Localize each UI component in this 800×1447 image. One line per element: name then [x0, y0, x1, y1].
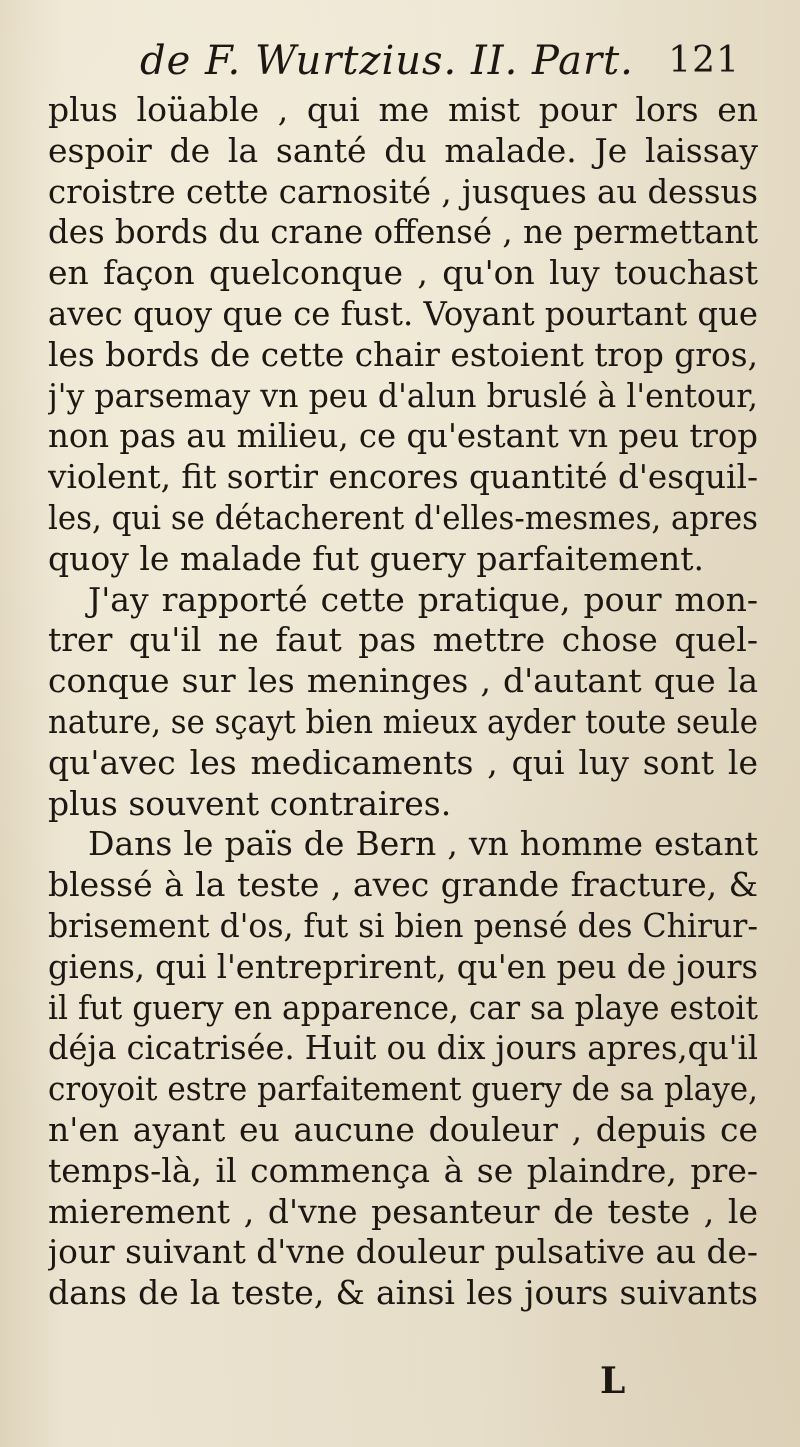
text-line: déja cicatrisée. Huit ou dix jours apres,qu'il [48, 1028, 758, 1068]
text-line: dans de la teste, & ainsi les jours suivants [48, 1273, 758, 1313]
text-line: espoir de la santé du malade. Je laissay [48, 130, 758, 170]
text-line: jour suivant d'vne douleur pulsative au de- [48, 1232, 758, 1272]
text-line: brisement d'os, fut si bien pensé des Chirur- [48, 905, 758, 945]
text-line: croistre cette carnosité , jusques au dessus [48, 171, 758, 211]
text-line: les, qui se détacherent d'elles-mesmes, apres [48, 497, 758, 537]
text-line: qu'avec les medicaments , qui luy sont le [48, 742, 758, 782]
text-line: plus loüable , qui me mist pour lors en [48, 90, 758, 129]
page-number: 121 [668, 40, 740, 81]
running-title: de F. Wurtzius. II. Part. [140, 38, 634, 84]
text-line: mierement , d'vne pesanteur de teste , le [48, 1191, 758, 1231]
text-line: conque sur les meninges , d'autant que la [48, 661, 758, 701]
text-line: il fut guery en apparence, car sa playe estoit [48, 987, 758, 1027]
text-line: des bords du crane offensé , ne permettant [48, 212, 758, 252]
text-line: giens, qui l'entreprirent, qu'en peu de jours [48, 946, 758, 986]
text-line: J'ay rapporté cette pratique, pour mon- [88, 579, 758, 619]
text-line: n'en ayant eu aucune douleur , depuis ce [48, 1109, 758, 1149]
text-line: croyoit estre parfaitement guery de sa playe, [48, 1069, 758, 1109]
text-line: non pas au milieu, ce qu'estant vn peu trop [48, 416, 758, 456]
text-line: j'y parsemay vn peu d'alun bruslé à l'entour, [48, 375, 758, 415]
text-line: Dans le païs de Bern , vn homme estant [88, 824, 758, 864]
text-line: temps-là, il commença à se plaindre, pre- [48, 1150, 758, 1190]
text-line: blessé à la teste , avec grande fracture, & [48, 865, 758, 905]
text-line: en façon quelconque , qu'on luy touchast [48, 253, 758, 293]
body-text [48, 90, 758, 1314]
text-line: plus souvent contraires. [48, 783, 452, 823]
page-header [140, 38, 740, 90]
text-line: violent, fit sortir encores quantité d'esquil- [48, 457, 758, 497]
text-line: les bords de cette chair estoient trop gros, [48, 334, 758, 374]
text-line: avec quoy que ce fust. Voyant pourtant que [48, 293, 758, 333]
text-line: trer qu'il ne faut pas mettre chose quel- [48, 620, 758, 660]
catchword: L [600, 1360, 626, 1402]
text-line: nature, se sçayt bien mieux ayder toute seule [48, 701, 758, 741]
text-line: quoy le malade fut guery parfaitement. [48, 538, 704, 578]
